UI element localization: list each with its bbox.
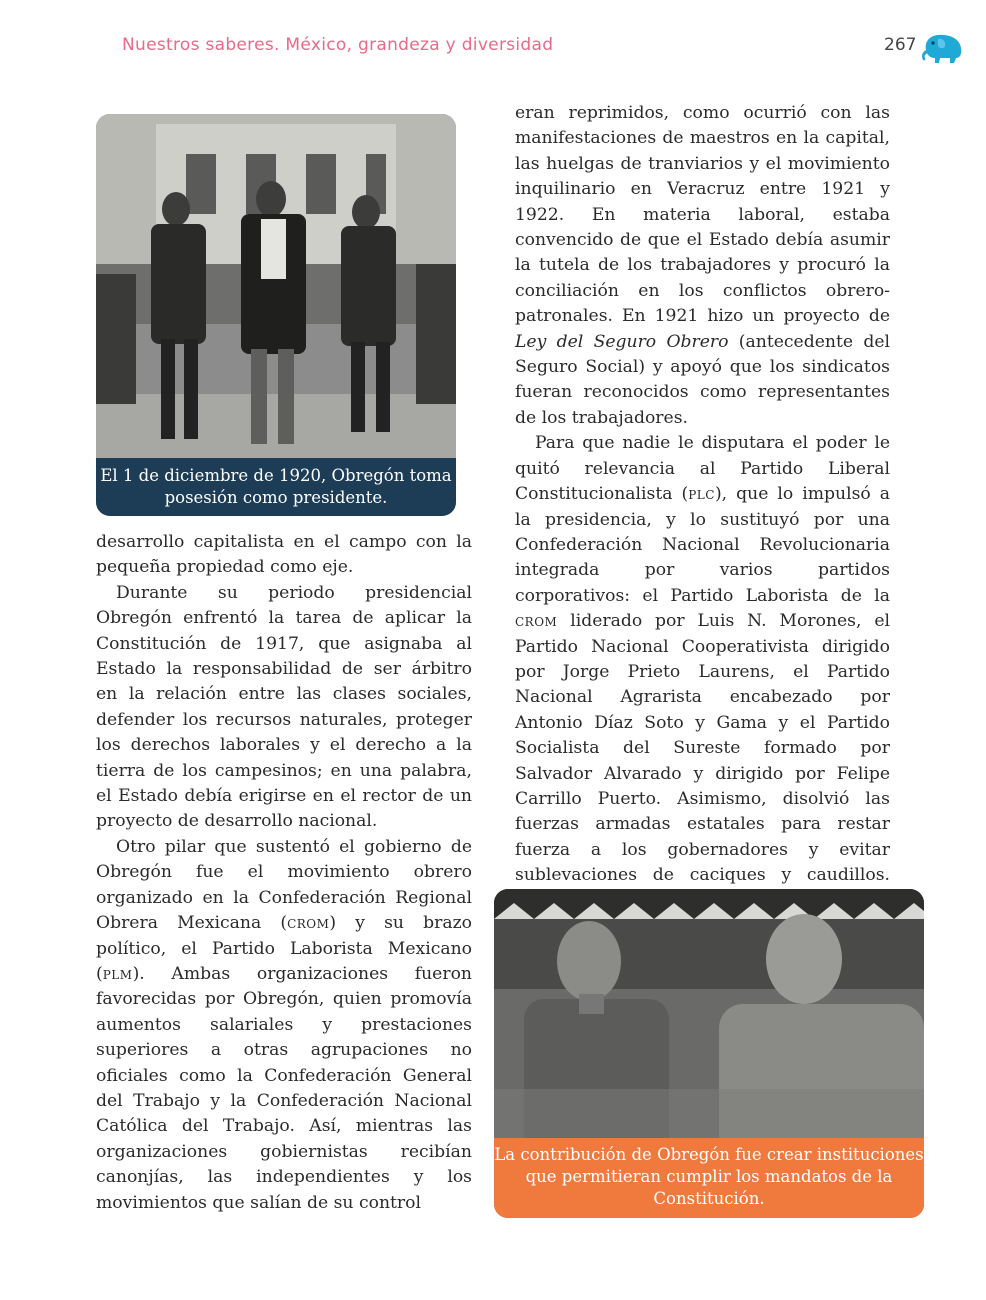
law-title: Ley del Seguro Obrero (515, 331, 729, 352)
right-column (515, 101, 890, 939)
paragraph: Durante su periodo presidencial Obregón enfrentó la tarea de aplicar la Constitución de 1917, que asignaba al Estado la responsabilidad de ser árbitro en la relación entre las clases sociales, defender los recursos naturales, proteger los derechos laborales y el derecho a la tierra de los campesinos; en una palabra, el Estado debía erigirse en el rector de un proyecto de desarrollo nacional. (96, 582, 472, 832)
figure-obregon-inauguration (96, 114, 456, 516)
figure-caption: El 1 de diciembre de 1920, Obregón toma posesión como presidente. (96, 458, 456, 516)
acronym: plm (102, 963, 133, 984)
acronym: crom (515, 611, 558, 632)
page-number: 267 (884, 35, 917, 55)
book-title: Nuestros saberes. México, grandeza y diversidad (122, 35, 554, 55)
paragraph: eran reprimidos, como ocurrió con las manifestaciones de maestros en la capital, las huelgas de tranviarios y el movimiento inquilinario en Veracruz entre 1921 y 1922. En materia laboral, estaba convencido de que el Estado debía asumir la tutela de los trabajadores y procuró la conciliación en los conflictos obrero-patronales. En 1921 hizo un proyecto de Ley del Seguro Obrero (antecedente del Seguro Social) y apoyó que los sindicatos fueran reconocidos como representantes de los trabajadores. (515, 103, 890, 428)
paragraph: desarrollo capitalista en el campo con la pequeña propiedad como eje. (96, 532, 472, 578)
figure-caption: La contribución de Obregón fue crear instituciones que permitieran cumplir los mandatos de la Constitución. (494, 1138, 924, 1218)
paragraph: Para que nadie le disputara el poder le quitó relevancia al Partido Liberal Constitucionalista (plc), que lo impulsó a la presidencia, y lo sustituyó por una Confederación Nacional Revolucionaria integrada por varios partidos corporativos: el Partido Laborista de la crom liderado por Luis N. Morones, el Partido Nacional Cooperativista dirigido por Jorge Prieto Laurens, el Partido Nacional Agrarista encabezado por Antonio Díaz Soto y Gama y el Partido Socialista del Sureste formado por Salvador Alvarado y dirigido por Felipe Carrillo Puerto. Asimismo, disolvió las fuerzas armadas estatales para restar fuerza a los gobernadores y evitar sublevaciones de caciques y caudillos. (515, 433, 890, 886)
left-column (96, 530, 472, 1216)
acronym: crom (287, 913, 330, 934)
figure-obregon-portrait (494, 889, 924, 1218)
paragraph: Otro pilar que sustentó el gobierno de Obregón fue el movimiento obrero organizado en la Confederación Regional Obrera Mexicana (crom) y su brazo político, el Partido Laborista Mexicano (plm). Ambas organizaciones fueron favorecidas por Obregón, quien promovía aumentos salariales y prestaciones superiores a otras agrupaciones no oficiales como la Confederación General del Trabajo y la Confederación Nacional Católica del Trabajo. Así, mientras las organizaciones gobiernistas recibían canonjías, las independientes y los movimientos que salían de su control (96, 836, 472, 1213)
photo-inauguration (96, 114, 456, 516)
elephant-icon (920, 30, 966, 64)
acronym: plc (688, 484, 715, 505)
